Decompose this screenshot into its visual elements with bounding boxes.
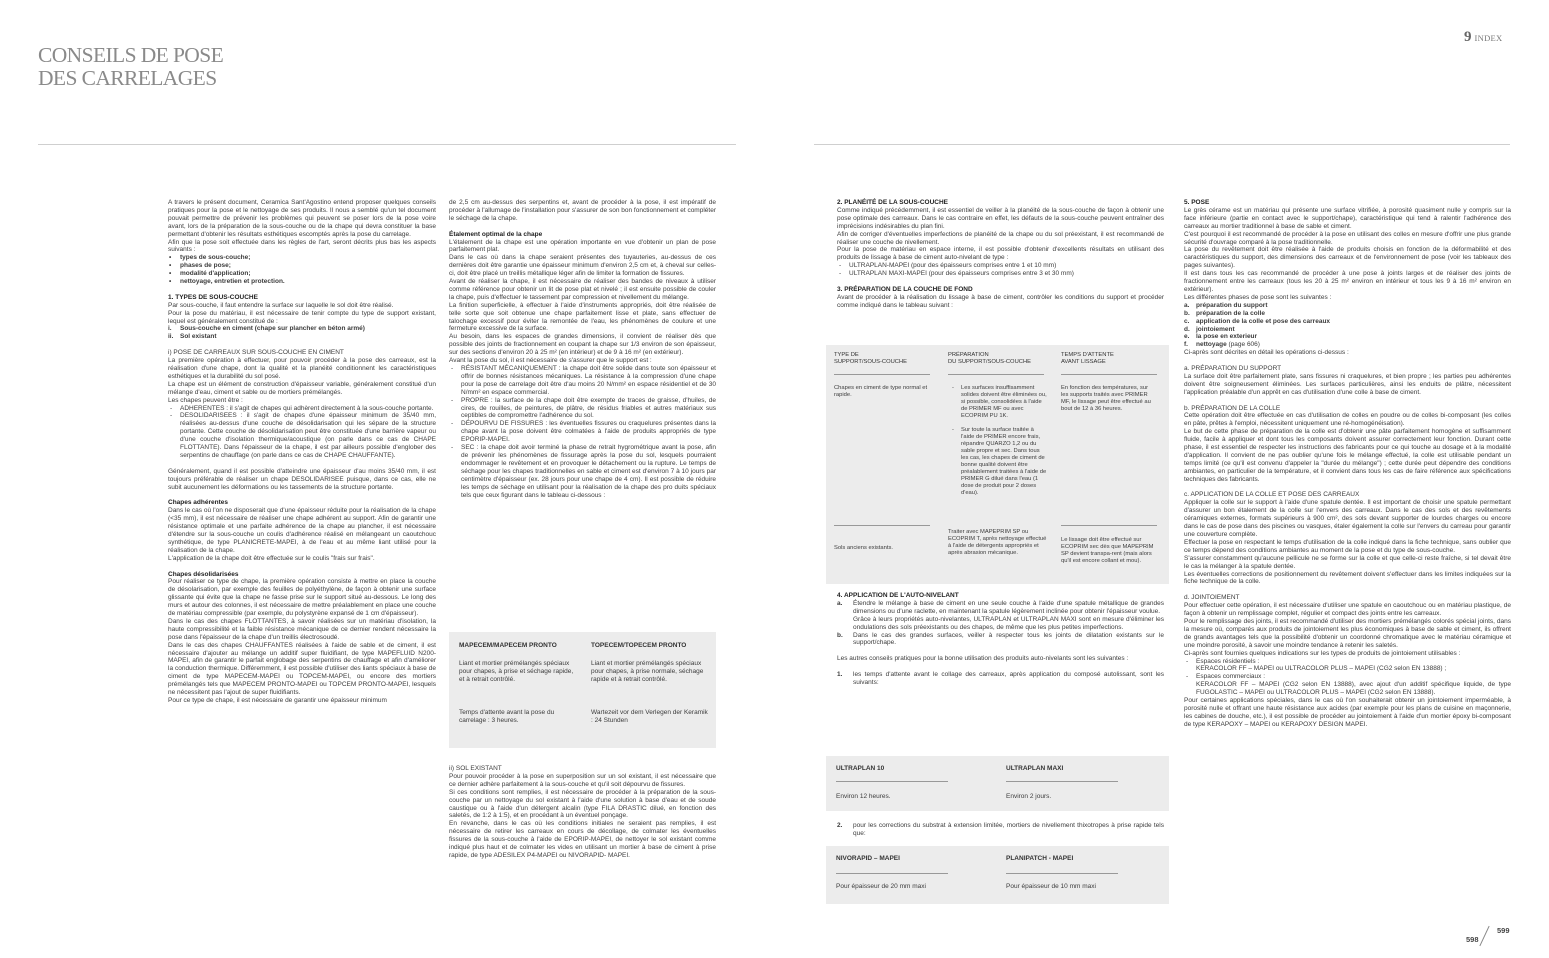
paragraph: L'étalement de la chape est une opération importante en vue d'obtenir un plan de pose parfaitement plat. [449, 238, 716, 254]
subsection-heading: c. APPLICATION DE LA COLLE ET POSE DES CARREAUX [1184, 491, 1360, 499]
subsection-heading: Chapes désolidarisées [168, 570, 239, 578]
table-cell: Sur toute la surface traitée à l'aide de PRIMER encore frais, répandre QUARZO 1,2 ou du sable propre et sec. Dans tous les cas, les chapes de ciment de bonne qualité doivent être préalablement traitées à l'aide de PRIMER G dilué dans l'eau (1 dose de produit pour 2 doses d'eau). [961, 427, 1047, 496]
paragraph: Les éventuelles corrections de positionnement du revêtement doivent s'effectuer dans les limites indiquées sur la fiche technique de la colle. [1184, 570, 1511, 586]
paragraph: La première opération à effectuer, pour pouvoir procéder à la pose des carreaux, est la réalisation d'une chape, dont la qualité et la planéité conditionnent les caractéristiques esthétiques et la durabilité du sol posé. [168, 357, 436, 380]
subsection-heading: ii) SOL EXISTANT [449, 765, 502, 772]
header-divider-left [38, 144, 736, 145]
column-2 [449, 199, 716, 499]
paragraph: Par sous-couche, il faut entendre la surface sur laquelle le sol doit être réalisé. [168, 301, 394, 309]
table-cell: Environ 2 jours. [1006, 793, 1052, 800]
subsection-heading: Chapes adhérentes [168, 499, 228, 507]
paragraph: Ci-après sont décrites en détail les opérations ci-dessus : [1184, 349, 1349, 357]
page-number-left: 598 [1466, 935, 1479, 944]
paragraph: Pour certaines applications spéciales, dans le cas où l'on souhaiterait obtenir un jointoiement imperméable, à porosité nulle et offrant une haute résistance aux acides (par exemple pour les plans de cuisine en maçonnerie, les cabines de douche, etc.), il est possible de procéder au jointoiement à l'aide d'un mortier époxy bi-composant de type KERAPOXY – MAPEI ou KERAPOXY DESIGN MAPEI. [1184, 697, 1511, 728]
table-cell: Traiter avec MAPEPRIM SP ou ECOPRIM T, après nettoyage effectué à l'aide de détergents appropriés et après abrasion mécanique. [948, 529, 1047, 556]
column-3-continued [837, 592, 1164, 687]
paragraph: Effectuer la pose en respectant le temps d'utilisation de la colle indiqué dans la fiche technique, sans oublier que ce temps dépend des conditions ambiantes au moment de la pose et du type de sous-couche. [1184, 538, 1511, 554]
list-item: - Espaces résidentiels : [1184, 658, 1511, 666]
table-cell: Liant et mortier prémélangés spéciaux pour chapes, à prise normale, séchage rapide et à retrait contrôlé. [591, 660, 704, 683]
list-item: ii. Sol existant [168, 333, 217, 341]
paragraph: Généralement, quand il est possible d'atteindre une épaisseur d'au moins 35/40 mm, il est toujours préférable de réaliser un chape DESOLIDARISEE puisque, dans ce cas, elle ne subit aucunement les déformations ou les tassements de la structure portante. [168, 467, 436, 491]
list-item: • phases de pose; [168, 262, 436, 270]
list-item: i. Sous-couche en ciment (chape sur plancher en béton armé) [168, 325, 365, 333]
paragraph: Cette opération doit être effectuée en cas d'utilisation de colles en poudre ou de colles bi-composant (les colles en pâte, prêtes à l'emploi, nécessitent uniquement une ré-homogénéisation). [1184, 412, 1511, 428]
page-number-right: 599 [1497, 926, 1510, 935]
column-3 [837, 199, 1164, 310]
subsection-heading: d. JOINTOIEMENT [1184, 594, 1240, 602]
paragraph: Pour le remplissage des joints, il est recommandé d'utiliser des mortiers prémélangés colorés spécial joints, dans la mesure où, comparés aux produits de jointoiement les plus économiques à base de sable et ciment, ils offrent de grands avantages tels que la possibilité d'obtenir un coordonné chromatique avec le matériau céramique et une moindre porosité, à savoir une moindre tendance à retenir les saletés. [1184, 617, 1511, 649]
paragraph: La finition superficielle, à effectuer à l'aide d'instruments appropriés, doit être réalisée de telle sorte que soit obtenue une chape parfaitement lisse et plate, sans effectuer de talochage excessif pour éviter la remontée de l'eau, les phénomènes de coulure et une fermeture excessive de la surface. [449, 301, 716, 333]
table-cell: Pour épaisseur de 20 mm maxi [836, 883, 926, 890]
paragraph: Au besoin, dans les espaces de grandes dimensions, il convient de réaliser dès que possible des joints de fractionnement en coupant la chape sur 1/3 environ de son épaisseur, sur des sections d'environ 20 à 25 m² (en intérieur) et de 9 à 16 m² (en extérieur). [449, 333, 716, 357]
table-header: TEMPS D'ATTENTE AVANT LISSAGE [1061, 352, 1114, 365]
table-cell: Le lissage doit être effectué sur ECOPRIM sec dès que MAPEPRIM SP devient transpa-rent (mais alors qu'il est encore collant et mou). [1061, 537, 1154, 564]
paragraph: En revanche, dans le cas où les conditions initiales ne seraient pas remplies, il est nécessaire de retirer les carreaux en cours de décollage, de colmater les éventuelles fissures de la sous-couche à l'aide de EPORIP-MAPEI, de nettoyer le sol existant comme indiqué plus haut et de colmater les vides en utilisant un mortier à base de ciment à prise rapide, de type ADESILEX P4-MAPEI ou NIVORAPID- MAPEI. [449, 820, 716, 859]
column-1 [168, 199, 436, 705]
list-item: 1. les temps d'attente avant le collage des carreaux, après application du composé autolissant, sont les suivants: [837, 671, 1164, 686]
list-item: - ULTRAPLAN-MAPEI (pour des épaisseurs comprises entre 1 et 10 mm) [837, 262, 1164, 270]
table-cell: Wartezeit vor dem Verlegen der Keramik : 24 Stunden [591, 709, 708, 724]
list-item: Grâce à leurs propriétés auto-nivelantes, ULTRAPLAN et ULTRAPLAN MAXI sont en mesure d'éliminer les ondulations des sols préexistants ou des chapes, de même que les plus petites imperfections. [853, 615, 1164, 631]
index-marker-icon: 9 [1464, 29, 1472, 45]
table-header: TOPECEM/TOPECEM PRONTO [591, 642, 687, 649]
paragraph: Les différentes phases de pose sont les suivantes : [1184, 293, 1332, 301]
list-item: d. jointoiement [1184, 325, 1235, 333]
table-header: PRÉPARATION DU SUPPORT/SOUS-COUCHE [948, 352, 1031, 365]
list-item: - Espaces commerciaux : [1184, 673, 1511, 681]
column-2-continued [449, 765, 716, 860]
subsection-heading: b. PRÉPARATION DE LA COLLE [1184, 404, 1281, 412]
paragraph: Pour effectuer cette opération, il est nécessaire d'utiliser une spatule en caoutchouc ou en matériau plastique, de façon à obtenir un remplissage complet, régulier et compact des joints entre les carreaux. [1184, 602, 1511, 618]
table-header: ULTRAPLAN 10 [836, 765, 885, 772]
paragraph: Pour ce type de chape, il est nécessaire de garantir une épaisseur minimum [168, 697, 387, 705]
subsection-heading: i) POSE DE CARREAUX SUR SOUS-COUCHE EN CIMENT [168, 349, 344, 357]
list-item: - DÉPOURVU DE FISSURES : les éventuelles fissures ou craquelures présentes dans la chape avant la pose doivent être colmatées à l'aide de produits appropriés de type EPORIP-MAPEI. [449, 420, 716, 444]
support-preparation-table: TYPE DE SUPPORT/SOUS-COUCHE PRÉPARATION DU SUPPORT/SOUS-COUCHE TEMPS D'ATTENTE AVANT LISSAGE Chapes en ciment de type normal et rapide. Les surfaces insuffisamment solides doivent être éliminées ou, si possible, consolidées à l'aide de PRIMER MF ou avec ECOPRIM PU 1K. Sur toute la surface traitée à l'aide de PRIMER encore frais, répandre QUARZO 1,2 ou du sable propre et sec. Dans tous les cas, les chapes de ciment de bonne qualité doivent être préalablement traitées à l'aide de PRIMER G dilué dans l'eau (1 dose de produit pour 2 doses d'eau). - - En fonction des températures, sur les supports traités avec PRIMER MF, le lissage peut être effectué au bout de 12 à 36 heures. Sols anciens existants. Traiter avec MAPEPRIM SP ou ECOPRIM T, après nettoyage effectué à l'aide de détergents appropriés et après abrasion mécanique. Le lissage doit être effectué sur ECOPRIM sec dès que MAPEPRIM SP devient transpa-rent (mais alors qu'il est encore collant et mou). [826, 345, 1169, 584]
table-cell: Chapes en ciment de type normal et rapide. [834, 385, 928, 398]
table-cell: Temps d'attente avant la pose du carrelage : 3 heures. [459, 709, 555, 724]
list-item: - RÉSISTANT MÉCANIQUEMENT : la chape doit être solide dans toute son épaisseur et offrir de bonnes résistances mécaniques. La résistance à la compression d'une chape pour la pose de carrelage doit être d'au moins 20 N/mm² en espace résidentiel et de 30 N/mm² en espace commercial. [449, 365, 716, 397]
list-item: • nettoyage, entretien et protection. [168, 278, 436, 286]
list-item: - DESOLIDARISEES : il s'agit de chapes d'une épaisseur minimum de 35/40 mm, réalisées au-dessus d'une couche de désolidarisation qui les sépare de la structure portante. Cette couche de désolidarisation peut être constituée d'une barrière vapeur ou d'une couche d'isolation thermique/acoustique (on parle dans ce cas de CHAPE FLOTTANTE). Dans l'épaisseur de la chape, il est par ailleurs possible d'englober des serpentins de chauffage (on parle dans ce cas de CHAPE CHAUFFANTE). [168, 412, 436, 459]
list-item: - ULTRAPLAN MAXI-MAPEI (pour des épaisseurs comprises entre 3 et 30 mm) [837, 270, 1164, 278]
paragraph: Dans le cas des chapes CHAUFFANTES réalisées à l'aide de sable et de ciment, il est nécessaire d'ajouter au mélange un additif super fluidifiant, de type MAPEFLUID N200-MAPEI, afin de garantir le parfait englobage des serpentins de chauffage et afin d'améliorer la conduction thermique. Différemment, il est possible d'utiliser des liants spéciaux à base de ciment de type MAPECEM-MAPEI ou TOPCEM-MAPEI, ou encore des mortiers prémélangés tels que MAPECEM PRONTO-MAPEI ou TOPCEM PRONTO-MAPEI, lesquels ne nécessitent pas l'ajout de super fluidifiants. [168, 641, 436, 697]
paragraph: Afin de corriger d'éventuelles imperfections de planéité de la chape ou du sol préexistant, il est recommandé de réaliser une couche de nivellement. [837, 230, 1164, 246]
paragraph: de 2,5 cm au-dessus des serpentins et, avant de procéder à la pose, il est impératif de procéder à l'allumage de l'installation pour s'assurer de son bon fonctionnement et compléter le séchage de la chape. [449, 199, 716, 222]
list-item: a. préparation du support [1184, 301, 1268, 309]
paragraph: Il est dans tous les cas recommandé de procéder à une pose à joints larges et de réaliser des joints de fractionnement entre les carreaux (tous les 20 à 25 m² environ en intérieur et tous les 9 à 16 m² environ en extérieur). [1184, 270, 1511, 293]
table-header: ULTRAPLAN MAXI [1006, 765, 1064, 772]
page-title [38, 44, 223, 90]
table-cell: Les surfaces insuffisamment solides doivent être éliminées ou, si possible, consolidées à l'aide de PRIMER MF ou avec ECOPRIM PU 1K. [961, 385, 1047, 419]
paragraph: Dans le cas où dans la chape seraient présentes des tuyauteries, au-dessus de ces dernières doit être garantie une épaisseur minimum d'environ 2,5 cm et, à cheval sur celles-ci, doit être placé un treillis métallique léger afin de limiter la formation de fissures. [449, 254, 716, 278]
list-item: - SEC : la chape doit avoir terminé la phase de retrait hygrométrique avant la pose, afin de prévenir les phénomènes de fissurage après la pose du sol, lesquels pourraient endommager le revêtement et en provoquer le détachement ou la rupture. Le temps de séchage pour les chapes traditionnelles en sable et ciment est d'environ 7 à 10 jours par centimètre d'épaisseur (ex. 28 jours pour une chape de 4 cm). Il est possible de réduire les temps de séchage en utilisant pour la réalisation de la chape des pro duits spéciaux tels que ceux figurant dans le tableau ci-dessous : [449, 444, 716, 499]
paragraph: C'est pourquoi il est recommandé de procéder à la pose en utilisant des colles en mesure d'offrir une plus grande sécurité d'ouvrage comparé à la pose traditionnelle. [1184, 230, 1511, 246]
paragraph: Les chapes peuvent être : [168, 396, 243, 404]
list-item: - PROPRE : la surface de la chape doit être exempte de traces de graisse, d'huiles, de cires, de rouilles, de peintures, de plâtre, de résidus friables et autres matériaux sus ceptibles de compromettre l'adhérence du sol. [449, 397, 716, 421]
table-cell: Pour épaisseur de 10 mm maxi [1006, 883, 1096, 890]
subsection-heading: Étalement optimal de la chape [449, 230, 543, 238]
paragraph: Comme indiqué précédemment, il est essentiel de veiller à la planéité de la sous-couche de façon à obtenir une pose optimale des carreaux. Dans le cas contraire en effet, les défauts de la sous-couche peuvent entraîner des imprécisions indésirables du plan fini. [837, 206, 1164, 230]
paragraph: La chape est un élément de construction d'épaisseur variable, généralement constitué d'un mélange d'eau, ciment et sable ou de mortiers prémélangés. [168, 380, 436, 396]
table-header: TYPE DE SUPPORT/SOUS-COUCHE [834, 352, 908, 365]
paragraph: Dans le cas où l'on ne disposerait que d'une épaisseur réduite pour la réalisation de la chape (<35 mm), il est nécessaire de réaliser une chape adhérent au support. Afin de garantir une résistance optimale et une parfaite adhérence de la chape au plancher, il est nécessaire d'étendre sur la sous-couche un coulis d'adhérence réalisé en mélangeant un caoutchouc synthétique, de type PLANICRETE-MAPEI, à de l'eau et au même liant utilisé pour la réalisation de la chape. [168, 507, 436, 554]
header-divider-right [814, 144, 1510, 145]
table-header: PLANIPATCH - MAPEI [1006, 855, 1074, 862]
paragraph: Pour la pose du matériau, il est nécessaire de tenir compte du type de support existant, lequel est généralement constitué de : [168, 309, 436, 325]
list-item: KERACOLOR FF – MAPEI (CG2 selon EN 13888), avec ajout d'un additif spécifique liquide, de type FUGOLASTIC – MAPEI ou ULTRACOLOR PLUS – MAPEI (CG2 selon EN 13888). [1196, 681, 1511, 697]
patching-mortar-table [826, 846, 1169, 904]
index-link[interactable] [1464, 30, 1502, 45]
list-item: b. Dans le cas des grandes surfaces, veiller à respecter tous les joints de dilatation existants sur le support/chape. [837, 631, 1164, 647]
paragraph: Appliquer la colle sur le support à l'aide d'une spatule dentée. Il est important de choisir une spatule permettant d'assurer un bon étalement de la colle sur l'envers des carreaux. Dans le cas des sols et des revêtements céramiques externes, formats supérieurs à 900 cm², des sols devant supporter de lourdes charges ou encore dans le cas de pose dans des piscines ou vasques, étaler également la colle sur l'envers du carreau pour garantir une couverture complète. [1184, 499, 1511, 539]
paragraph: Pour réaliser ce type de chape, la première opération consiste à mettre en place la couche de désolarisation, par exemple des feuilles de polyéthylène, de façon à obtenir une surface glissante qui évite que la chape ne fasse prise sur le support situé au-dessous. Le long des murs et autour des colonnes, il est nécessaire de mettre préalablement en place une couche de matériau compressible (par exemple, du polystyrène expansé de 1 cm d'épaisseur). [168, 578, 436, 618]
list-item: • types de sous-couche; [168, 254, 436, 262]
table-cell: En fonction des températures, sur les supports traités avec PRIMER MF, le lissage peut être effectué au bout de 12 à 36 heures. [1061, 385, 1151, 412]
paragraph: La surface doit être parfaitement plate, sans fissures ni craquelures, et bien propre ; les parties peu adhérentes doivent être soigneusement éliminées. Les surfaces particulières, ainsi les enduits de plâtre, nécessitent l'application préalable d'un apprêt en cas d'utilisation d'une colle à base de ciment. [1184, 372, 1511, 396]
paragraph: Pour pouvoir procéder à la pose en superposition sur un sol existant, il est nécessaire que ce dernier adhère parfaitement à la sous-couche et qu'il soit dépourvu de fissures. [449, 772, 716, 788]
list-item: • modalité d'application; [168, 270, 436, 278]
list-item: a. Étendre le mélange à base de ciment en une seule couche à l'aide d'une spatule métallique de grandes dimensions ou d'une raclette, en maintenant la spatule légèrement inclinée pour obtenir l'épaisseur voulue. [837, 599, 1164, 615]
paragraph: S'assurer constamment qu'aucune pellicule ne se forme sur la colle et que celle-ci reste fraîche, si tel devait être le cas la mélanger à la spatule dentée. [1184, 554, 1511, 570]
paragraph: Le grès cérame est un matériau qui présente une surface vitrifiée, à porosité quasiment nulle y compris sur la face inférieure (partie en contact avec le support/chape), caractéristique qui tend à ralentir l'adhérence des carreaux au mortier traditionnel à base de sable et ciment. [1184, 206, 1511, 230]
section-heading: 4. APPLICATION DE L'AUTO-NIVELANT [837, 592, 959, 599]
section-heading: 5. POSE [1184, 199, 1210, 206]
section-heading: 2. PLANÉITÉ DE LA SOUS-COUCHE [837, 199, 948, 206]
list-item: b. préparation de la colle [1184, 309, 1265, 317]
drying-time-table [449, 632, 716, 748]
paragraph: Le but de cette phase de préparation de la colle est d'obtenir une pâte parfaitement homogène et suffisamment fluide, facile à appliquer et dont tous les composants doivent assurer correctement leur fonction. Durant cette phase, il est essentiel de respecter les instructions des fabricants pour ce qui touche au dosage et à la modalité d'application. Il convient de ne pas oublier qu'une fois le mélange effectué, la colle est utilisable pendant un temps limité (ce qu'il est convenu d'appeler la "durée du mélange") ; cette durée peut dépendre des conditions ambiantes, en particulier de la température, et il convient dans tous les cas de faire référence aux spécifications techniques des fabricants. [1184, 428, 1511, 483]
paragraph: A travers le présent document, Ceramica Sant'Agostino entend proposer quelques conseils pratiques pour la pose et le nettoyage de ses produits. Il nous a semblé qu'un tel document pouvait permettre de prévenir les problèmes qui peuvent se poser lors de la pose voire avant, lors de la préparation de la sous-couche ou de la chape qui devra constituer la base permettant d'obtenir les résultats esthétiques escomptés après la pose du carrelage. [168, 199, 436, 238]
list-item: KERACOLOR FF – MAPEI ou ULTRACOLOR PLUS – MAPEI (CG2 selon EN 13888) ; [1196, 665, 1447, 673]
paragraph: Si ces conditions sont remplies, il est nécessaire de procéder à la préparation de la sous-couche par un nettoyage du sol existant à l'aide d'une solution à base d'eau et de soude caustique ou à l'aide d'un détergent alcalin (type FILA DRASTIC dilué, en fonction des saletés, de 1:2 à 1:5), et en procédant à un éventuel ponçage. [449, 788, 716, 820]
title-line-1: CONSEILS DE POSE [38, 43, 224, 67]
title-line-2: DES CARRELAGES [38, 66, 217, 90]
page-number-divider [1479, 926, 1489, 946]
list-item: c. application de la colle et pose des carreaux [1184, 317, 1331, 325]
list-item: f. nettoyage (page 606) [1184, 341, 1260, 349]
table-cell: Liant et mortier prémélangés spéciaux pour chapes, à prise et séchage rapide, et à retrait contrôlé. [459, 660, 574, 683]
list-item: e. la pose en exterieur [1184, 333, 1258, 341]
table-header: NIVORAPID – MAPEI [836, 855, 900, 862]
subsection-heading: a. PRÉPARATION DU SUPPORT [1184, 365, 1282, 373]
table-cell: Sols anciens existants. [834, 545, 893, 551]
paragraph: Pour la pose de matériau en espace interne, il est possible d'obtenir d'excellents résultats en utilisant des produits de lissage à base de ciment auto-nivelant de type : [837, 246, 1164, 262]
table-header: MAPECEM/MAPECEM PRONTO [459, 642, 557, 649]
paragraph: Ci-après sont fournies quelques indications sur les types de produits de jointoiement utilisables : [1184, 649, 1461, 657]
paragraph: Les autres conseils pratiques pour la bonne utilisation des produits auto-nivelants sont les suivantes : [837, 655, 1129, 663]
section-heading: 3. PRÉPARATION DE LA COUCHE DE FOND [837, 285, 973, 293]
column-3-item-2 [837, 822, 1164, 838]
table-cell: Environ 12 heures. [836, 793, 891, 800]
paragraph: L'application de la chape doit être effectuée sur le coulis "frais sur frais". [168, 554, 375, 562]
paragraph: La pose du revêtement doit être réalisée à l'aide de produits choisis en fonction de la déformabilité et des caractéristiques du support, des dimensions des carreaux et de l'environnement de pose (voir les tableaux des pages suivantes). [1184, 246, 1511, 270]
paragraph: Avant la pose du sol, il est nécessaire de s'assurer que le support est : [449, 357, 652, 365]
column-4 [1184, 199, 1511, 729]
paragraph: Avant de procéder à la réalisation du lissage à base de ciment, contrôler les conditions du support et procéder comme indiqué dans le tableau suivant : [837, 293, 1164, 309]
waiting-time-table [826, 756, 1169, 811]
list-item: 2. pour les corrections du substrat à extension limitée, mortiers de nivellement thixotropes à prise rapide tels que: [837, 822, 1164, 837]
paragraph: Dans le cas des chapes FLOTTANTES, à savoir réalisées sur un matériau d'isolation, la haute compressibilité et la faible résistance mécanique de ce dernier rendent nécessaire la pose dans l'épaisseur de la chape d'un treillis électrosoudé. [168, 617, 436, 641]
list-item: - ADHERENTES : il s'agit de chapes qui adhèrent directement à la sous-couche portante. [168, 405, 436, 413]
index-label: INDEX [1474, 32, 1503, 43]
paragraph: Afin que la pose soit effectuée dans les règles de l'art, seront décrits plus bas les aspects suivants : [168, 238, 436, 254]
paragraph: Avant de réaliser la chape, il est nécessaire de réaliser des bandes de niveaux à utiliser comme référence pour obtenir un lit de pose plat et nivelé ; il est ensuite possible de couler la chape, puis d'effectuer le tassement par compression et nivellement du mélange. [449, 278, 716, 301]
section-heading: 1. TYPES DE SOUS-COUCHE [168, 293, 258, 301]
